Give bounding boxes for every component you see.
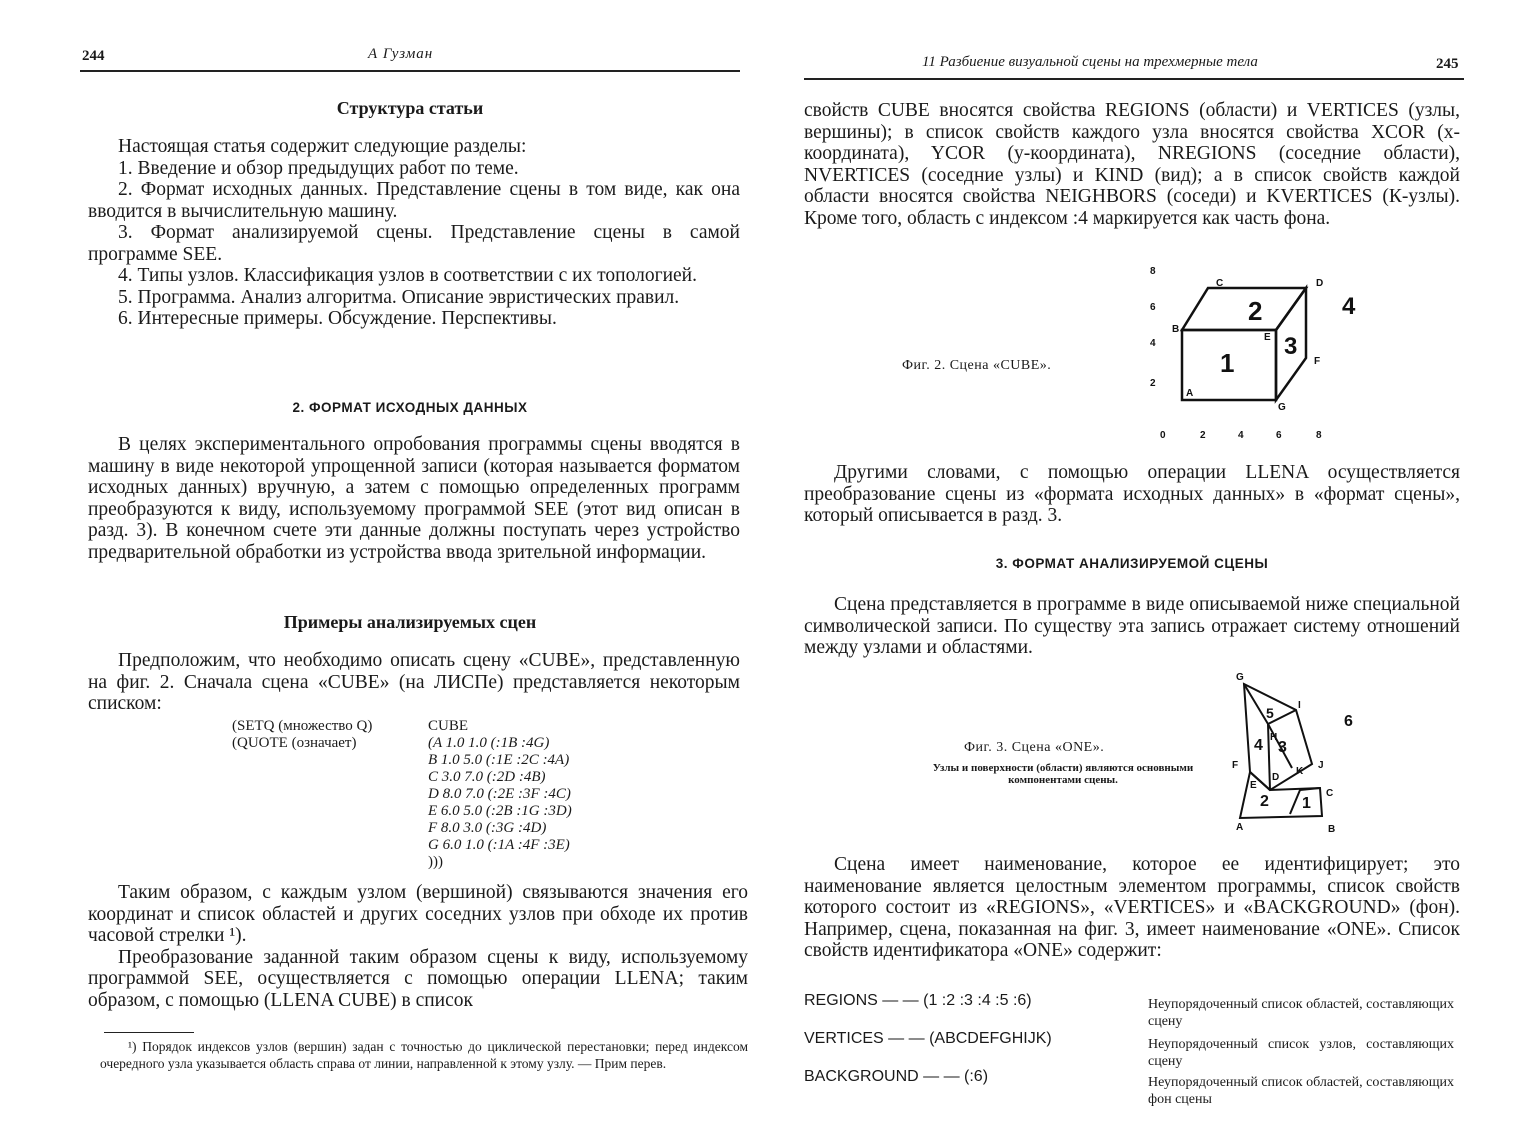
fig3-subcaption: Узлы и поверхности (области) являются основными компонентами сцены.	[932, 762, 1194, 786]
fig2-vertex-label: E	[1264, 332, 1271, 343]
fig2-y-tick-label: 8	[1150, 266, 1156, 277]
page-number: 244	[82, 48, 105, 64]
fig2-vertex-label: D	[1316, 278, 1324, 289]
code-line: (QUOTE (означает)	[232, 735, 357, 751]
after-code-body	[88, 882, 748, 1011]
code-line: E 6.0 5.0 (:2B :1G :3D)	[428, 803, 572, 819]
structure-list	[88, 136, 740, 330]
fig2-vertex-label: G	[1278, 402, 1286, 413]
top-body	[804, 100, 1460, 229]
section3-paragraph: Сцена представляется в программе в виде описываемой ниже специальной символической записи. По существу эта запись отражает систему отношений между узлами и областями.	[804, 594, 1460, 658]
fig2-region-label: 1	[1220, 348, 1235, 378]
fig3-region-label: 5	[1266, 705, 1274, 721]
property-desc: Неупорядоченный список узлов, составляющих сцену	[1148, 1037, 1454, 1069]
fig2-region-label: 2	[1248, 296, 1263, 326]
after-fig2-paragraph: Другими словами, с помощью операции LLENA осуществляется преобразование сцены из «формата исходных данных» в «формат сцены», который описывается в разд. 3.	[804, 462, 1460, 526]
fig3-region-label: 3	[1278, 739, 1287, 756]
fig2-x-tick-label: 8	[1316, 430, 1322, 441]
fig3-region-label: 1	[1302, 795, 1311, 812]
fig3-region-label: 2	[1260, 793, 1269, 810]
structure-item: 4. Типы узлов. Классификация узлов в соответствии с их топологией.	[118, 265, 697, 286]
section-title-structure: Структура статьи	[336, 98, 484, 118]
naming-paragraph: Сцена имеет наименование, которое ее идентифицирует; это наименование является целостным элементом программы, список свойств которого состоит из «REGIONS», «VERTICES» и «BACKGROUND» (фон). Например, сцена, показанная на фиг. 3, имеет наименование «ONE». Список свойств идентификатора «ONE» содержит:	[804, 854, 1460, 961]
after-code-paragraph: Преобразование заданной таким образом сцены к виду, используемому программой SEE, осуществляется с помощью операции LLENA; таким образом, с помощью (LLENA CUBE) в список	[88, 946, 748, 1011]
section3-body	[804, 594, 1460, 659]
code-line: C 3.0 7.0 (:2D :4B)	[428, 769, 546, 785]
code-line: B 1.0 5.0 (:1E :2C :4A)	[428, 752, 570, 768]
examples-body	[88, 650, 740, 715]
fig2-cube-diagram	[1124, 258, 1364, 448]
section-title-2: 2. ФОРМАТ ИСХОДНЫХ ДАННЫХ	[292, 400, 528, 415]
fig2-top-face	[1182, 288, 1306, 330]
fig3-region-label: 4	[1254, 737, 1263, 754]
fig2-caption: Фиг. 2. Сцена «CUBE».	[902, 358, 1052, 373]
fig2-y-tick-label: 6	[1150, 302, 1156, 313]
structure-item: 2. Формат исходных данных. Представление сцены в том виде, как она вводится в вычислительную машину.	[88, 179, 740, 222]
fig3-vertex-label: H	[1270, 732, 1278, 743]
code-line: CUBE	[428, 718, 469, 734]
right-page	[764, 0, 1528, 1148]
fig3-vertex-label: D	[1272, 772, 1280, 783]
code-line: F 8.0 3.0 (:3G :4D)	[428, 820, 547, 836]
structure-item: 5. Программа. Анализ алгоритма. Описание эвристических правил.	[118, 286, 680, 308]
top-paragraph: свойств CUBE вносятся свойства REGIONS (области) и VERTICES (узлы, вершины); в список свойств каждого узла вносятся свойства XCOR (x-координата), YCOR (y-координата), NREGIONS (соседние области), NVERTICES (соседние узлы) и KIND (вид); а в список свойств каждой области вносятся свойства NEIGHBORS (соседи) и KVERTICES (К-узлы). Кроме того, область с индексом :4 маркируется как часть фона.	[804, 100, 1460, 229]
footnote: ¹) Порядок индексов узлов (вершин) задан с точностью до циклической перестановки; перед индексом очередного узла указывается область справа от линии, направленной к этому узлу. — Прим перев.	[100, 1039, 748, 1071]
code-line: (A 1.0 1.0 (:1B :4G)	[428, 735, 550, 751]
fig3-vertex-label: J	[1318, 760, 1324, 771]
code-line: G 6.0 1.0 (:1A :4F :3E)	[428, 837, 570, 853]
fig2-vertex-label: B	[1172, 324, 1180, 335]
fig2-labels	[1172, 278, 1356, 413]
fig2-vertex-label: C	[1216, 278, 1224, 289]
fig3-vertex-label: E	[1250, 780, 1257, 791]
examples-paragraph: Предположим, что необходимо описать сцену «CUBE», представленную на фиг. 2. Сначала сцена «CUBE» (на ЛИСПе) представляется некоторым списком:	[88, 650, 740, 714]
section-title-examples: Примеры анализируемых сцен	[283, 612, 537, 632]
fig2-x-tick-label: 2	[1200, 430, 1206, 441]
code-line: )))	[428, 854, 443, 870]
structure-item: 1. Введение и обзор предыдущих работ по теме.	[118, 157, 519, 179]
fig3-vertex-label: B	[1328, 824, 1336, 835]
naming-body	[804, 854, 1460, 962]
running-head: 11 Разбиение визуальной сцены на трехмерные тела	[922, 54, 1258, 70]
section2-body	[88, 434, 740, 563]
fig2-x-tick-label: 6	[1276, 430, 1282, 441]
structure-item: 3. Формат анализируемой сцены. Представление сцены в самой программе SEE.	[88, 222, 740, 265]
fig2-region-label: 3	[1284, 333, 1298, 360]
fig3-vertex-label: C	[1326, 788, 1334, 799]
fig3-vertex-label: I	[1298, 700, 1301, 711]
code-list	[428, 718, 572, 871]
code-line: (SETQ (множество Q)	[232, 718, 373, 734]
structure-intro: Настоящая статья содержит следующие разделы:	[118, 136, 527, 157]
structure-item: 6. Интересные примеры. Обсуждение. Перспективы.	[118, 308, 557, 329]
running-head: А Гузман	[368, 46, 434, 62]
fig3-one-diagram	[1220, 668, 1360, 838]
fig2-x-ticks	[1160, 430, 1322, 441]
page-number: 245	[1436, 56, 1459, 72]
property-desc: Неупорядоченный список областей, составляющих сцену	[1148, 997, 1454, 1029]
fig3-vertex-label: A	[1236, 822, 1244, 833]
section2-paragraph: В целях экспериментального опробования программы сцены вводятся в машину в виде некоторой упрощенной записи (которая называется форматом исходных данных) вручную, а затем с помощью определенных программ преобразуются к виду, используемому программой SEE (этот вид описан в разд. 3). В конечном счете эти данные должны поступать через устройство предварительной обработки из устройства ввода зрительной информации.	[88, 434, 740, 563]
fig2-y-tick-label: 2	[1150, 378, 1156, 389]
fig3-vertex-label: K	[1296, 766, 1304, 777]
after-fig2-body	[804, 462, 1460, 527]
fig3-region-label: 6	[1344, 713, 1353, 730]
fig2-vertex-label: F	[1314, 356, 1321, 367]
fig3-vertex-label: F	[1232, 760, 1239, 771]
header-rule	[80, 70, 740, 72]
code-labels	[232, 718, 372, 752]
property-desc: Неупорядоченный список областей, составляющих фон сцены	[1148, 1075, 1454, 1107]
fig2-vertex-label: A	[1186, 388, 1194, 399]
fig2-x-tick-label: 0	[1160, 430, 1166, 441]
fig2-x-tick-label: 4	[1238, 430, 1244, 441]
code-line: D 8.0 7.0 (:2E :3F :4C)	[428, 786, 571, 802]
fig2-region-label: 4	[1342, 293, 1356, 320]
header-rule	[804, 78, 1464, 80]
section-title-3: 3. ФОРМАТ АНАЛИЗИРУЕМОЙ СЦЕНЫ	[995, 556, 1269, 571]
property-name: VERTICES — — (ABCDEFGHIJK)	[804, 1030, 1052, 1047]
after-code-paragraph: Таким образом, с каждым узлом (вершиной) связываются значения его координат и список областей и других соседних узлов при обходе их против часовой стрелки ¹).	[88, 882, 748, 946]
fig3-vertex-label: G	[1236, 672, 1244, 683]
fig2-y-tick-label: 4	[1150, 338, 1156, 349]
property-name: BACKGROUND — — (:6)	[804, 1068, 989, 1085]
footnote-rule	[104, 1032, 194, 1033]
fig3-caption: Фиг. 3. Сцена «ONE».	[964, 740, 1105, 755]
property-name: REGIONS — — (1 :2 :3 :4 :5 :6)	[804, 992, 1032, 1009]
fig2-y-ticks	[1150, 266, 1156, 389]
